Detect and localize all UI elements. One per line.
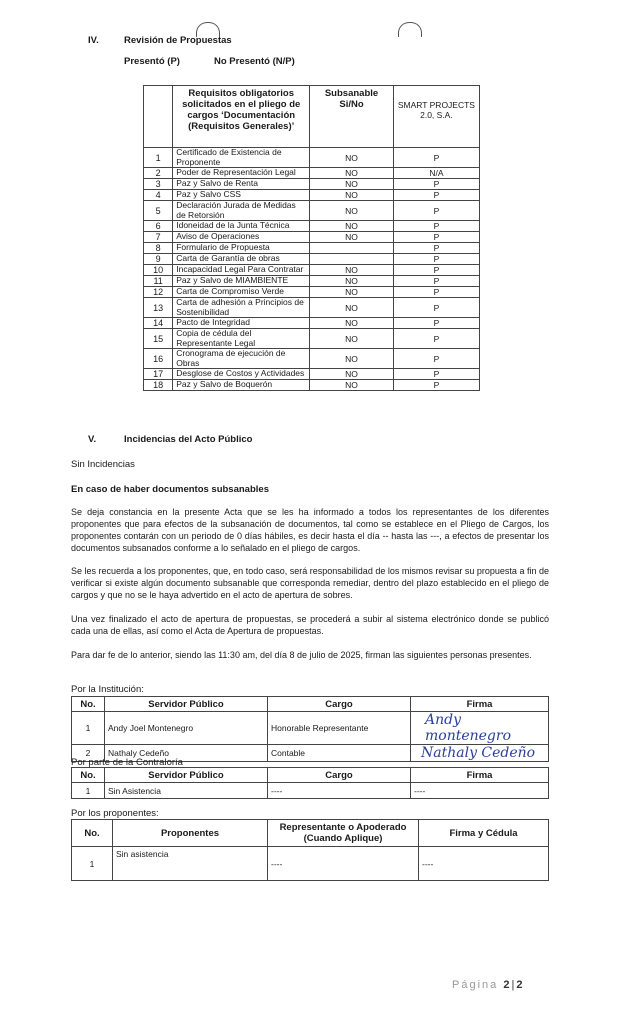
table-cell-name: Sin Asistencia (105, 783, 268, 799)
subsanables-title: En caso de haber documentos subsanables (71, 484, 269, 495)
row-number: 15 (144, 329, 173, 349)
contr-header-sig: Firma (411, 768, 549, 783)
subsanable-value: NO (310, 349, 394, 369)
legend-presented: Presentó (P) (124, 56, 180, 67)
table-row (144, 318, 480, 329)
table-row (144, 148, 480, 168)
inst-header-sig: Firma (411, 697, 549, 712)
section-title: Revisión de Propuestas (124, 35, 232, 46)
row-number: 18 (144, 380, 173, 391)
presented-value: P (393, 254, 479, 265)
table-row (144, 298, 480, 318)
header-subsanable: Subsanable Si/No (310, 86, 394, 148)
contr-header-role: Cargo (268, 768, 411, 783)
subsanable-value: NO (310, 148, 394, 168)
no-incidents-text: Sin Incidencias (71, 459, 135, 470)
row-number: 16 (144, 349, 173, 369)
presented-value: P (393, 201, 479, 221)
section5-title: Incidencias del Acto Público (124, 434, 253, 445)
contr-header-no: No. (72, 768, 105, 783)
requirement-name: Copia de cédula del Representante Legal (173, 329, 310, 349)
row-number: 14 (144, 318, 173, 329)
page-number: 2 (503, 979, 512, 991)
row-number: 2 (144, 168, 173, 179)
table-row (144, 265, 480, 276)
presented-value: P (393, 265, 479, 276)
requirement-name: Pacto de Integridad (173, 318, 310, 329)
header-company: SMART PROJECTS 2.0, S.A. (393, 86, 479, 148)
table-cell-number: 1 (72, 783, 105, 799)
page-separator: | (511, 979, 517, 991)
institution-label: Por la Institución: (71, 684, 144, 695)
subsanable-value: NO (310, 221, 394, 232)
row-number: 7 (144, 232, 173, 243)
proponents-table (71, 819, 549, 881)
table-cell-name: Nathaly Cedeño (105, 745, 268, 762)
table-row (144, 349, 480, 369)
requirement-name: Certificado de Existencia de Proponente (173, 148, 310, 168)
table-cell-signature: ---- (419, 847, 549, 881)
presented-value: P (393, 318, 479, 329)
header-number (144, 86, 173, 148)
presented-value: P (393, 369, 479, 380)
contraloria-table (71, 767, 549, 799)
row-number: 9 (144, 254, 173, 265)
subsanable-value: NO (310, 276, 394, 287)
presented-value: P (393, 349, 479, 369)
handwritten-signature: Andy montenegro (425, 712, 512, 744)
prop-header-rep: Representante o Apoderado (Cuando Aplique) (268, 820, 419, 847)
table-row (144, 276, 480, 287)
subsanable-value: NO (310, 329, 394, 349)
requirement-name: Formulario de Propuesta (173, 243, 310, 254)
table-cell-signature: ---- (411, 783, 549, 799)
subsanable-value: NO (310, 380, 394, 391)
prop-header-no: No. (72, 820, 113, 847)
proponents-label: Por los proponentes: (71, 808, 159, 819)
handwritten-signature: Nathaly Cedeño (421, 745, 536, 761)
presented-value: N/A (393, 168, 479, 179)
subsanable-value (310, 254, 394, 265)
subsanable-value: NO (310, 318, 394, 329)
presented-value: P (393, 221, 479, 232)
row-number: 1 (144, 148, 173, 168)
inst-header-no: No. (72, 697, 105, 712)
requirement-name: Paz y Salvo de Renta (173, 179, 310, 190)
section5-number: V. (88, 434, 97, 445)
row-number: 6 (144, 221, 173, 232)
subsanable-value: NO (310, 190, 394, 201)
table-row (144, 380, 480, 391)
subsanable-value (310, 243, 394, 254)
requirement-name: Desglose de Costos y Actividades (173, 369, 310, 380)
subsanable-value: NO (310, 179, 394, 190)
punch-hole-right (398, 22, 422, 37)
table-row (144, 243, 480, 254)
subsanable-value: NO (310, 287, 394, 298)
institution-table (71, 696, 549, 762)
row-number: 13 (144, 298, 173, 318)
prop-header-name: Proponentes (113, 820, 268, 847)
row-number: 12 (144, 287, 173, 298)
table-row (144, 369, 480, 380)
table-row (144, 221, 480, 232)
paragraph-2: Se les recuerda a los proponentes, que, en todo caso, será responsabilidad de los mismos revisar su propuesta a fin de verificar si existe algún documento subsanable que corresponda remediar, dentro del plazo establecido en el pliego de cargos y que no se le haya advertido en el acto de apertura de sobres. (71, 566, 549, 600)
table-row (144, 179, 480, 190)
row-number: 3 (144, 179, 173, 190)
table-row (144, 232, 480, 243)
requirement-name: Aviso de Operaciones (173, 232, 310, 243)
table-cell-name: Andy Joel Montenegro (105, 712, 268, 745)
presented-value: P (393, 179, 479, 190)
row-number: 8 (144, 243, 173, 254)
table-cell-role: Honorable Representante (268, 712, 411, 745)
requirement-name: Declaración Jurada de Medidas de Retorsión (173, 201, 310, 221)
subsanable-value: NO (310, 369, 394, 380)
contr-header-name: Servidor Público (105, 768, 268, 783)
row-number: 11 (144, 276, 173, 287)
table-row (144, 168, 480, 179)
inst-header-role: Cargo (268, 697, 411, 712)
table-cell-role: ---- (268, 783, 411, 799)
page-footer (452, 979, 524, 991)
requirement-name: Incapacidad Legal Para Contratar (173, 265, 310, 276)
table-row (144, 254, 480, 265)
row-number: 5 (144, 201, 173, 221)
inst-header-name: Servidor Público (105, 697, 268, 712)
subsanable-value: NO (310, 201, 394, 221)
row-number: 4 (144, 190, 173, 201)
subsanable-value: NO (310, 168, 394, 179)
presented-value: P (393, 148, 479, 168)
table-cell-number: 1 (72, 847, 113, 881)
contraloria-label: Por parte de la Contraloría (71, 757, 183, 768)
table-row (144, 287, 480, 298)
header-requirements: Requisitos obligatorios solicitados en el pliego de cargos ‘Documentación (Requisitos Generales)’ (173, 86, 310, 148)
requirements-table (143, 85, 480, 391)
table-row (144, 190, 480, 201)
presented-value: P (393, 232, 479, 243)
prop-header-sig: Firma y Cédula (419, 820, 549, 847)
table-row (144, 201, 480, 221)
presented-value: P (393, 298, 479, 318)
section-number: IV. (88, 35, 99, 46)
subsanable-value: NO (310, 232, 394, 243)
table-cell-rep: ---- (268, 847, 419, 881)
requirement-name: Paz y Salvo de Boquerón (173, 380, 310, 391)
table-cell-number: 1 (72, 712, 105, 745)
presented-value: P (393, 243, 479, 254)
requirement-name: Paz y Salvo CSS (173, 190, 310, 201)
table-cell-number: 2 (72, 745, 105, 762)
subsanable-value: NO (310, 265, 394, 276)
paragraph-4: Para dar fe de lo anterior, siendo las 11:30 am, del día 8 de julio de 2025, firman las siguientes personas presentes. (71, 650, 532, 660)
page-word: Página (452, 979, 499, 991)
presented-value: P (393, 380, 479, 391)
presented-value: P (393, 190, 479, 201)
requirement-name: Poder de Representación Legal (173, 168, 310, 179)
requirement-name: Carta de adhesión a Principios de Sostenibilidad (173, 298, 310, 318)
requirement-name: Paz y Salvo de MIAMBIENTE (173, 276, 310, 287)
subsanable-value: NO (310, 298, 394, 318)
legend-not-presented: No Presentó (N/P) (214, 56, 295, 67)
paragraph-1: Se deja constancia en la presente Acta que se les ha informado a todos los representantes de los diferentes proponentes que para efectos de la subsanación de documentos, tal como se establece en el Pliego de Cargos, los proponentes contarán con un periodo de 0 días hábiles, es decir hasta el día -- hasta las ---, a efectos de presentar los documentos subsanados conforme a lo señalado en el pliego de cargos. (71, 507, 549, 553)
presented-value: P (393, 276, 479, 287)
row-number: 10 (144, 265, 173, 276)
requirement-name: Carta de Garantía de obras (173, 254, 310, 265)
signature-cell (411, 712, 549, 745)
requirement-name: Cronograma de ejecución de Obras (173, 349, 310, 369)
page-total: 2 (516, 979, 525, 991)
table-cell-name: Sin asistencia (113, 847, 268, 881)
requirement-name: Carta de Compromiso Verde (173, 287, 310, 298)
presented-value: P (393, 287, 479, 298)
row-number: 17 (144, 369, 173, 380)
table-row (144, 329, 480, 349)
requirement-name: Idoneidad de la Junta Técnica (173, 221, 310, 232)
table-cell-role: Contable (268, 745, 411, 762)
signature-cell (411, 745, 549, 762)
presented-value: P (393, 329, 479, 349)
paragraph-3: Una vez finalizado el acto de apertura de propuestas, se procederá a subir al sistema electrónico donde se publicó cada una de ellas, así como el Acta de Apertura de propuestas. (71, 614, 549, 636)
